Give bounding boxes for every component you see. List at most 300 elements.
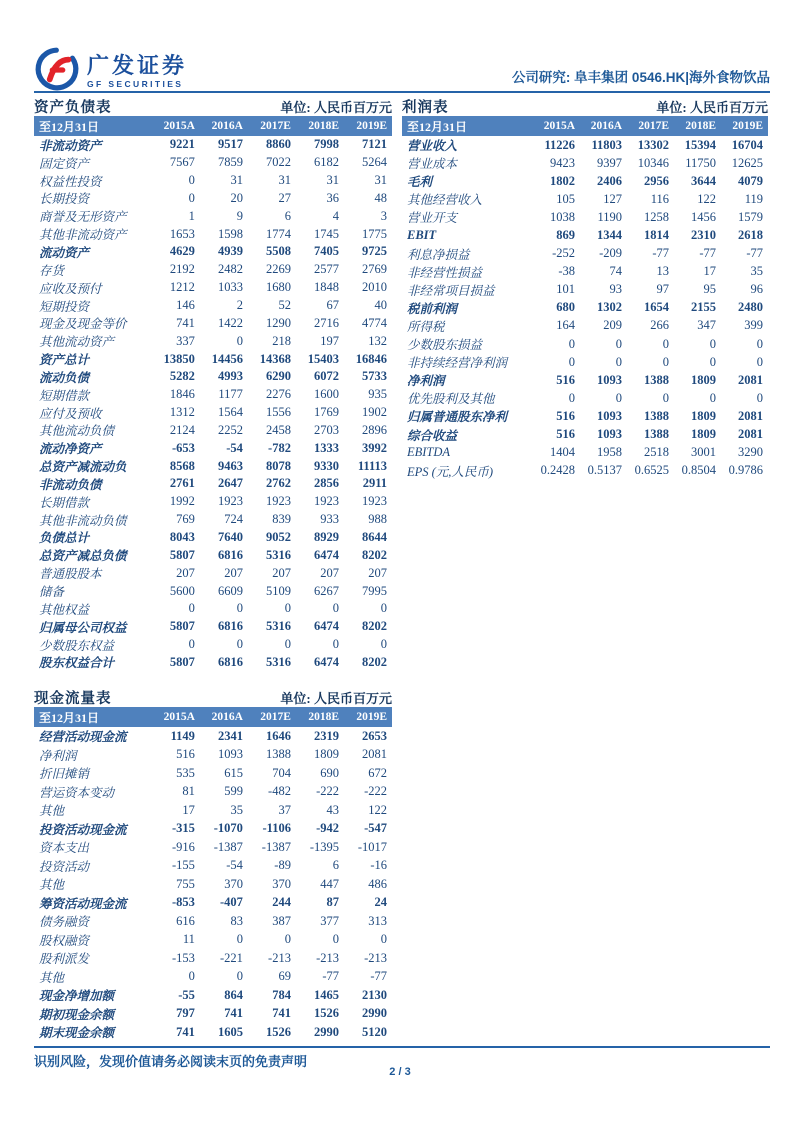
cell-value: 1774 — [265, 226, 291, 241]
row-label: 投资活动现金流 — [39, 822, 127, 837]
cell-value: 0.8504 — [681, 463, 717, 478]
table-row — [34, 279, 392, 297]
table-row — [402, 245, 768, 263]
cell-value: 1600 — [314, 387, 339, 402]
cell-value: 207 — [272, 565, 291, 580]
cell-value: 6072 — [314, 369, 339, 384]
year-column-header: 2018E — [685, 120, 717, 132]
cell-value: 1404 — [550, 445, 576, 460]
cash-flow-table — [34, 687, 392, 1042]
cell-value: -782 — [268, 440, 291, 455]
table-row — [34, 207, 392, 225]
cell-value: 2762 — [265, 476, 291, 491]
cell-value: 5282 — [169, 369, 195, 384]
cell-value: 1923 — [217, 494, 243, 509]
cell-value: 516 — [176, 747, 195, 762]
table-row — [402, 190, 768, 208]
cell-value: 0 — [332, 637, 339, 652]
row-label: 净利润 — [39, 748, 77, 763]
cell-value: 36 — [326, 190, 339, 205]
row-label: 普通股股本 — [39, 567, 102, 582]
cell-value: 1902 — [362, 405, 388, 420]
cell-value: 6474 — [314, 654, 339, 669]
cell-value: 447 — [320, 876, 339, 891]
table-row — [34, 838, 392, 857]
cell-value: 9221 — [169, 137, 195, 152]
cell-value: 1312 — [169, 405, 195, 420]
cell-value: 741 — [224, 1006, 243, 1021]
cell-value: 535 — [176, 765, 195, 780]
cell-value: 741 — [176, 1024, 195, 1039]
row-label: 经营活动现金流 — [39, 730, 127, 745]
table-unit: 单位: 人民币百万元 — [280, 691, 392, 706]
cell-value: 11113 — [357, 458, 388, 473]
cell-value: -1070 — [213, 821, 243, 836]
cell-value: 6474 — [314, 547, 339, 562]
cell-value: 2081 — [738, 372, 764, 387]
cell-value: 3001 — [691, 445, 717, 460]
row-label: 流动资产 — [39, 245, 90, 260]
cell-value: 1038 — [550, 209, 576, 224]
cell-value: 105 — [556, 191, 576, 206]
cell-value: 8860 — [265, 137, 291, 152]
cell-value: 2618 — [738, 228, 764, 243]
cell-value: 218 — [272, 333, 291, 348]
cell-value: 14456 — [211, 351, 243, 366]
cell-value: 2252 — [217, 422, 243, 437]
table-body — [34, 136, 392, 671]
cell-value: 20 — [230, 190, 243, 205]
cell-value: -222 — [316, 784, 339, 799]
cell-value: 1923 — [314, 494, 339, 509]
cell-value: 1388 — [644, 408, 670, 423]
table-title: 现金流量表 — [34, 691, 112, 707]
cell-value: 0 — [284, 932, 291, 947]
cell-value: 1344 — [597, 228, 623, 243]
table-row — [34, 511, 392, 529]
cell-value: 516 — [556, 408, 576, 423]
cell-value: 0 — [568, 336, 576, 351]
year-column-header: 2015A — [163, 711, 195, 723]
year-column-header: 2015A — [163, 120, 195, 132]
year-column-header: 2019E — [356, 120, 388, 132]
cell-value: -1387 — [213, 839, 243, 854]
cell-value: 387 — [272, 913, 291, 928]
table-row — [34, 529, 392, 547]
cell-value: 4 — [332, 208, 339, 223]
cell-value: 10346 — [637, 155, 670, 170]
cell-value: 17 — [182, 802, 195, 817]
row-label: 权益性投资 — [39, 174, 102, 189]
row-label: 其他流动负债 — [39, 424, 115, 439]
row-label: 综合收益 — [407, 428, 458, 443]
cell-value: 2769 — [362, 262, 388, 277]
cell-value: 1646 — [265, 728, 291, 743]
table-row — [34, 457, 392, 475]
cell-value: 869 — [556, 228, 576, 243]
cell-value: 74 — [609, 264, 623, 279]
cell-value: 0 — [380, 932, 388, 947]
cell-value: 3992 — [362, 440, 388, 455]
cell-value: -38 — [558, 264, 576, 279]
cell-value: 5508 — [265, 244, 291, 259]
row-label: 净利润 — [407, 374, 445, 389]
cell-value: 1290 — [265, 315, 291, 330]
table-body — [402, 136, 768, 480]
row-label: 股权融资 — [39, 933, 90, 948]
cell-value: 1526 — [314, 1006, 339, 1021]
cell-value: 6182 — [314, 155, 339, 170]
row-label: 其他权益 — [39, 602, 90, 617]
table-row — [402, 317, 768, 335]
cell-value: 2081 — [362, 747, 388, 762]
cell-value: -77 — [370, 969, 388, 984]
cell-value: 40 — [374, 298, 388, 313]
cell-value: 6816 — [217, 619, 243, 634]
table-row — [34, 154, 392, 172]
cell-value: 67 — [326, 298, 339, 313]
cell-value: 5733 — [362, 369, 388, 384]
cell-value: 5120 — [362, 1024, 388, 1039]
table-row — [402, 389, 768, 407]
year-column-header: 2018E — [308, 711, 339, 723]
year-column-header: 2015A — [543, 120, 576, 132]
cell-value: 6 — [332, 858, 339, 873]
cell-value: 935 — [368, 387, 388, 402]
cell-value: 8568 — [169, 458, 195, 473]
cell-value: 6816 — [217, 547, 243, 562]
cell-value: 0 — [188, 637, 195, 652]
cell-value: 1333 — [314, 440, 339, 455]
row-label: 期初现金余额 — [39, 1007, 115, 1022]
cell-value: 9397 — [597, 155, 623, 170]
cell-value: 8644 — [362, 529, 388, 544]
row-label: 应收及预付 — [39, 281, 102, 296]
cell-value: 0 — [236, 601, 243, 616]
cell-value: 0 — [568, 354, 576, 369]
cell-value: 0 — [332, 932, 339, 947]
cell-value: 6474 — [314, 619, 339, 634]
table-row — [402, 371, 768, 389]
table-row — [402, 208, 768, 226]
balance-sheet-table — [34, 96, 392, 671]
cell-value: 2155 — [691, 300, 717, 315]
cell-value: 4774 — [362, 315, 388, 330]
cell-value: -221 — [220, 950, 243, 965]
row-label: 其他流动资产 — [39, 335, 115, 350]
cell-value: 2081 — [738, 408, 764, 423]
cell-value: 7998 — [314, 137, 339, 152]
page-number: 2 / 3 — [389, 1066, 411, 1078]
table-row — [402, 353, 768, 371]
cell-value: 1958 — [597, 445, 623, 460]
cell-value: 11750 — [685, 155, 717, 170]
cell-value: 864 — [224, 987, 243, 1002]
table-row — [402, 263, 768, 281]
cell-value: -653 — [171, 440, 195, 455]
cell-value: 15394 — [684, 137, 717, 152]
cell-value: 16704 — [731, 137, 764, 152]
cell-value: 97 — [656, 282, 670, 297]
table-row — [34, 422, 392, 440]
cell-value: 5807 — [169, 619, 195, 634]
cell-value: 16846 — [355, 351, 388, 366]
cell-value: 1775 — [362, 226, 388, 241]
cell-value: 1579 — [738, 209, 764, 224]
table-row — [402, 226, 768, 244]
cell-value: 2703 — [314, 422, 339, 437]
row-label: 应付及预收 — [39, 406, 102, 421]
date-column-header: 至12月31日 — [39, 119, 100, 134]
row-label: 负债总计 — [39, 531, 90, 546]
cell-value: 1809 — [314, 747, 339, 762]
table-row — [402, 299, 768, 317]
cell-value: 370 — [224, 876, 243, 891]
cell-value: 31 — [278, 173, 291, 188]
logo-text-cn: 广发证券 — [87, 52, 188, 78]
cell-value: 797 — [176, 1006, 195, 1021]
cell-value: 347 — [697, 318, 717, 333]
cell-value: 5264 — [362, 155, 388, 170]
cell-value: 2124 — [169, 422, 195, 437]
row-label: 其他 — [39, 878, 65, 893]
table-row — [34, 546, 392, 564]
cell-value: 516 — [556, 372, 576, 387]
year-column-header: 2019E — [356, 711, 388, 723]
cell-value: 119 — [744, 191, 764, 206]
table-row — [402, 444, 768, 462]
cell-value: 0 — [568, 390, 576, 405]
row-label: 筹资活动现金流 — [39, 896, 127, 911]
table-row — [34, 332, 392, 350]
table-row — [34, 225, 392, 243]
row-label: 非经常项目损益 — [407, 283, 495, 298]
cell-value: 0 — [332, 601, 339, 616]
table-row — [34, 600, 392, 618]
row-label: 优先股利及其他 — [407, 392, 495, 407]
cell-value: 784 — [272, 987, 291, 1002]
cell-value: 0.5137 — [587, 463, 623, 478]
cell-value: 43 — [326, 802, 339, 817]
cell-value: 2518 — [644, 445, 670, 460]
cell-value: 207 — [224, 565, 243, 580]
cell-value: 0.9786 — [728, 463, 764, 478]
row-label: 总资产减流动负 — [39, 460, 127, 475]
cell-value: 0 — [236, 333, 243, 348]
table-row — [34, 653, 392, 671]
report-header-category: 公司研究: 阜丰集团 0546.HK|海外食物饮品 — [511, 70, 770, 85]
row-label: EBITDA — [407, 445, 451, 460]
cell-value: 1605 — [217, 1024, 243, 1039]
cell-value: 1388 — [644, 372, 670, 387]
cell-value: 1093 — [597, 427, 623, 442]
cell-value: -315 — [171, 821, 195, 836]
cell-value: -853 — [171, 895, 195, 910]
cell-value: 4993 — [217, 369, 243, 384]
table-row — [34, 783, 392, 802]
cell-value: 1302 — [597, 300, 623, 315]
table-row — [34, 636, 392, 654]
cell-value: -916 — [171, 839, 195, 854]
cell-value: 14368 — [259, 351, 291, 366]
table-row — [34, 350, 392, 368]
cell-value: -222 — [364, 784, 388, 799]
table-row — [34, 1005, 392, 1024]
cell-value: 0.6525 — [634, 463, 670, 478]
row-label: 股利派发 — [39, 952, 90, 967]
row-label: 非持续经营净利润 — [407, 356, 508, 371]
cell-value: 599 — [224, 784, 243, 799]
cell-value: 1465 — [314, 987, 339, 1002]
row-label: 存货 — [39, 263, 65, 278]
row-label: 长期借款 — [39, 495, 90, 510]
cell-value: 615 — [224, 765, 243, 780]
cell-value: 207 — [176, 565, 195, 580]
cell-value: 370 — [272, 876, 291, 891]
row-label: 现金及现金等价 — [39, 317, 127, 332]
cell-value: 35 — [750, 264, 764, 279]
row-label: 营运资本变动 — [39, 785, 115, 800]
cell-value: 35 — [230, 802, 243, 817]
cell-value: -155 — [171, 858, 195, 873]
cell-value: 15403 — [307, 351, 339, 366]
table-row — [34, 404, 392, 422]
cell-value: 132 — [368, 333, 388, 348]
cell-value: -213 — [364, 950, 388, 965]
table-row — [34, 172, 392, 190]
cell-value: -77 — [652, 246, 670, 261]
cell-value: 933 — [320, 512, 339, 527]
cell-value: 13 — [656, 264, 670, 279]
table-row — [34, 968, 392, 987]
table-row — [34, 314, 392, 332]
cell-value: 2010 — [362, 280, 388, 295]
gf-securities-logo — [34, 46, 187, 97]
row-label: 债务融资 — [39, 915, 90, 930]
cell-value: 399 — [744, 318, 764, 333]
cell-value: 101 — [556, 282, 576, 297]
cell-value: 0 — [615, 354, 623, 369]
cell-value: -1106 — [262, 821, 291, 836]
cell-value: 0 — [188, 173, 195, 188]
cell-value: 769 — [176, 512, 195, 527]
cell-value: 1809 — [691, 372, 717, 387]
cell-value: 207 — [320, 565, 339, 580]
cell-value: 8078 — [265, 458, 291, 473]
row-label: 所得税 — [407, 319, 445, 334]
cell-value: 8043 — [169, 529, 195, 544]
year-column-header: 2019E — [732, 120, 764, 132]
cell-value: -1387 — [261, 839, 291, 854]
cell-value: 5600 — [169, 583, 195, 598]
cell-value: 9725 — [362, 244, 388, 259]
row-label: 非流动负债 — [39, 477, 102, 492]
cell-value: 486 — [368, 876, 388, 891]
cell-value: 9052 — [265, 529, 291, 544]
table-row — [402, 154, 768, 172]
year-column-header: 2017E — [260, 120, 291, 132]
table-row — [34, 190, 392, 208]
cell-value: 1745 — [314, 226, 339, 241]
year-column-header: 2017E — [638, 120, 670, 132]
cell-value: 7405 — [314, 244, 339, 259]
cell-value: 2716 — [314, 315, 339, 330]
row-label: 营业成本 — [407, 157, 458, 172]
cell-value: 680 — [556, 300, 576, 315]
cell-value: -1017 — [357, 839, 388, 854]
cell-value: 7859 — [217, 155, 243, 170]
table-title: 资产负债表 — [34, 100, 112, 116]
table-body — [34, 727, 392, 1042]
cell-value: 2990 — [314, 1024, 339, 1039]
table-row — [34, 931, 392, 950]
cell-value: 8202 — [362, 547, 388, 562]
row-label: 归属普通股东净利 — [407, 410, 508, 425]
cell-value: 0 — [236, 932, 243, 947]
row-label: 商誉及无形资产 — [39, 210, 127, 225]
cell-value: 31 — [230, 173, 243, 188]
cell-value: -55 — [178, 987, 195, 1002]
table-row — [402, 281, 768, 299]
table-row — [402, 407, 768, 425]
row-label: 其他 — [39, 804, 65, 819]
cell-value: -1395 — [309, 839, 339, 854]
cell-value: 48 — [374, 190, 388, 205]
cell-value: -213 — [316, 950, 339, 965]
cell-value: 0 — [756, 390, 764, 405]
cell-value: 2276 — [265, 387, 291, 402]
row-label: EBIT — [407, 228, 437, 243]
row-label: 税前利润 — [407, 301, 458, 316]
cell-value: 1564 — [217, 405, 243, 420]
cell-value: 7567 — [169, 155, 195, 170]
row-label: 短期借款 — [39, 388, 90, 403]
cell-value: 2482 — [217, 262, 243, 277]
cell-value: 0 — [615, 390, 623, 405]
table-row — [402, 172, 768, 190]
cell-value: 0 — [236, 969, 243, 984]
cell-value: 3 — [380, 208, 388, 223]
cell-value: 266 — [650, 318, 670, 333]
cell-value: 2577 — [314, 262, 339, 277]
cell-value: 1992 — [169, 494, 195, 509]
cell-value: 0 — [380, 601, 388, 616]
cell-value: -77 — [746, 246, 764, 261]
cell-value: 4079 — [738, 173, 764, 188]
row-label: 其他非流动负债 — [39, 513, 127, 528]
cell-value: 7022 — [265, 155, 291, 170]
table-row — [34, 875, 392, 894]
table-row — [34, 986, 392, 1005]
cell-value: 5316 — [265, 654, 291, 669]
row-label: 其他经营收入 — [407, 193, 483, 208]
cell-value: 52 — [278, 298, 291, 313]
table-row — [34, 368, 392, 386]
cell-value: 1526 — [265, 1024, 291, 1039]
cell-value: -942 — [316, 821, 339, 836]
row-label: 其他 — [39, 970, 65, 985]
row-label: 非经营性损益 — [407, 265, 483, 280]
cell-value: 1149 — [170, 728, 195, 743]
income-statement-table — [402, 96, 768, 480]
disclaimer-text: 识别风险，发现价值请务必阅读末页的免责声明 — [34, 1054, 308, 1069]
cell-value: 209 — [603, 318, 623, 333]
table-row — [34, 386, 392, 404]
cell-value: 1654 — [644, 300, 670, 315]
cell-value: 9517 — [217, 137, 243, 152]
cell-value: 2480 — [738, 300, 764, 315]
date-column-header: 至12月31日 — [39, 710, 100, 725]
